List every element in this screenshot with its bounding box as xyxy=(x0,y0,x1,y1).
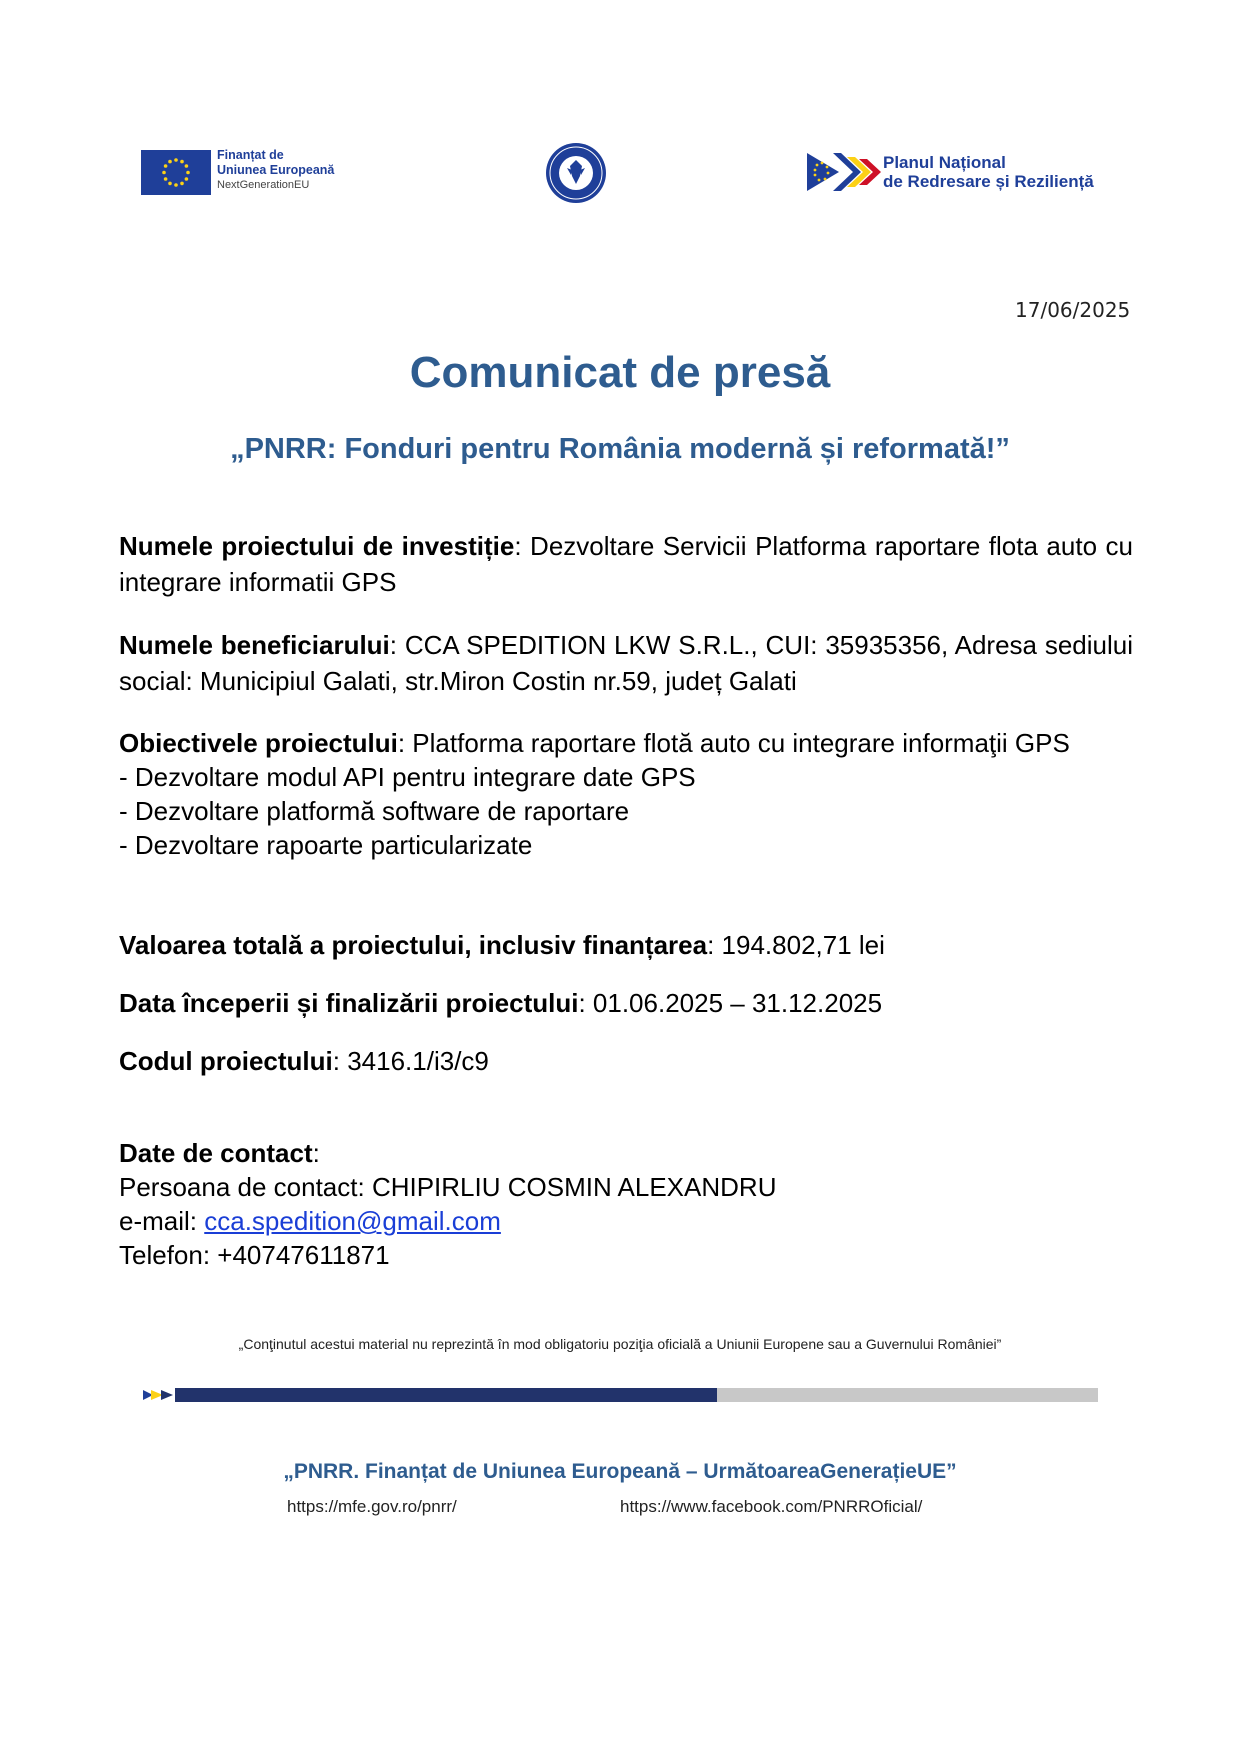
contact-phone: Telefon: +40747611871 xyxy=(119,1240,390,1270)
objectives-label: Obiectivele proiectului xyxy=(119,728,398,758)
bar-arrow-icon xyxy=(143,1388,177,1402)
total-value-paragraph xyxy=(119,927,1133,963)
total-value-label: Valoarea totală a proiectului, inclusiv finanțarea xyxy=(119,930,708,960)
project-dates-value: : 01.06.2025 – 31.12.2025 xyxy=(578,988,883,1018)
beneficiary-value: : CCA SPEDITION LKW S.R.L., CUI: 35935356, Adresa sediului social: Municipiul Galati, str.Miron Costin nr.59, județ Galati xyxy=(119,630,1133,696)
page-subtitle: „PNRR: Fonduri pentru România modernă și reformată!” xyxy=(230,433,1010,465)
pnrr-title-text xyxy=(883,153,1094,191)
eu-line-3: NextGenerationEU xyxy=(217,179,310,191)
project-code-value: : 3416.1/i3/c9 xyxy=(332,1046,489,1076)
eu-flag-logo xyxy=(141,150,211,195)
romanian-government-seal-icon xyxy=(545,142,607,204)
footer-divider-bar xyxy=(143,1388,1098,1402)
page-title: Comunicat de presă xyxy=(409,348,831,397)
objective-item: - Dezvoltare modul API pentru integrare date GPS xyxy=(119,762,696,792)
beneficiary-paragraph xyxy=(119,627,1133,699)
pnrr-line-1: Planul Național xyxy=(883,153,1006,172)
objectives-paragraph xyxy=(119,726,1133,862)
objectives-value: : Platforma raportare flotă auto cu integrare informaţii GPS xyxy=(397,728,1070,758)
footer-title: „PNRR. Finanțat de Uniunea Europeană – UrmătoareaGenerațieUE” xyxy=(283,1460,957,1483)
footer-link-facebook[interactable]: https://www.facebook.com/PNRROficial/ xyxy=(620,1497,923,1516)
beneficiary-label: Numele beneficiarului xyxy=(119,630,390,660)
eu-funding-text xyxy=(217,148,334,193)
project-code-paragraph xyxy=(119,1043,1133,1079)
document-date: 17/06/2025 xyxy=(1015,298,1131,322)
contact-person: Persoana de contact: CHIPIRLIU COSMIN ALEXANDRU xyxy=(119,1172,777,1202)
eu-line-1: Finanțat de xyxy=(217,148,284,162)
project-dates-label: Data începerii și finalizării proiectului xyxy=(119,988,579,1018)
email-link[interactable]: cca.spedition@gmail.com xyxy=(204,1206,501,1236)
pnrr-line-2: de Redresare și Reziliență xyxy=(883,172,1094,191)
project-dates-paragraph xyxy=(119,985,1133,1021)
project-name-paragraph xyxy=(119,528,1133,600)
bar-dark-segment xyxy=(175,1388,717,1402)
total-value-amount: : 194.802,71 lei xyxy=(707,930,885,960)
project-name-label: Numele proiectului de investiție xyxy=(119,531,515,561)
email-label: e-mail: xyxy=(119,1206,205,1236)
footer-link-mfe[interactable]: https://mfe.gov.ro/pnrr/ xyxy=(287,1497,457,1516)
objective-item: - Dezvoltare platformă software de raportare xyxy=(119,796,630,826)
eu-line-2: Uniunea Europeană xyxy=(217,163,335,177)
contact-block xyxy=(119,1136,1133,1272)
bar-light-segment xyxy=(717,1388,1098,1402)
pnrr-logo-icon xyxy=(807,153,883,191)
project-name-value: : Dezvoltare Servicii Platforma raportare flota auto cu integrare informatii GPS xyxy=(119,531,1133,597)
disclaimer-text: „Conţinutul acestui material nu reprezintă în mod obligatoriu poziţia oficială a Uniunii Europene sau a Guvernului României” xyxy=(238,1336,1002,1352)
contact-colon: : xyxy=(312,1138,320,1168)
objective-item: - Dezvoltare rapoarte particularizate xyxy=(119,830,533,860)
project-code-label: Codul proiectului xyxy=(119,1046,333,1076)
contact-label: Date de contact xyxy=(119,1138,313,1168)
